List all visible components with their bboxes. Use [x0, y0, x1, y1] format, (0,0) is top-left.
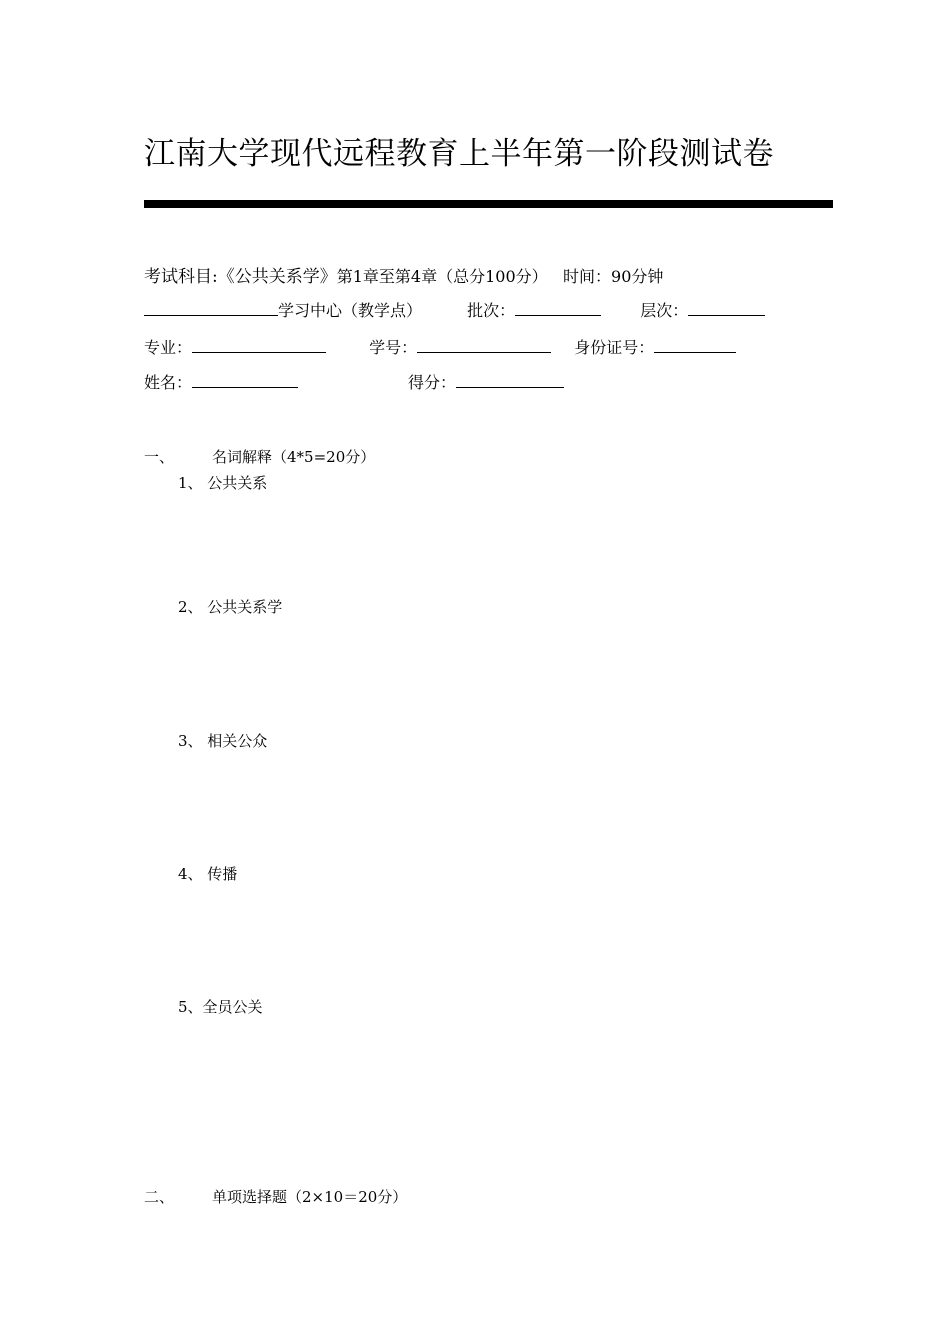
- section-2-title: 单项选择题（2×10＝20分）: [212, 1188, 408, 1206]
- major-label: 专业：: [144, 338, 193, 357]
- name-field[interactable]: [192, 371, 298, 388]
- subject-label: 考试科目:: [144, 267, 218, 287]
- center-line: [144, 298, 765, 321]
- level-field[interactable]: [688, 299, 765, 316]
- name-label: 姓名：: [144, 373, 193, 392]
- subject-line: [144, 262, 663, 287]
- batch-label: 批次：: [467, 301, 516, 320]
- batch-field[interactable]: [515, 299, 601, 316]
- question-item: 3、 相关公众: [178, 732, 268, 750]
- page-title: 江南大学现代远程教育上半年第一阶段测试卷: [144, 136, 774, 172]
- subject-name: 《公共关系学》: [217, 267, 337, 287]
- question-item: 5、全员公关: [178, 998, 263, 1016]
- major-field[interactable]: [192, 336, 326, 353]
- id-card-label: 身份证号：: [574, 338, 655, 357]
- exam-time: 时间：90分钟: [563, 267, 664, 286]
- name-line: [144, 370, 298, 393]
- study-center-field[interactable]: [144, 299, 278, 316]
- section-1-number: 一、: [144, 448, 175, 466]
- id-card-field[interactable]: [654, 336, 736, 353]
- level-label: 层次：: [640, 301, 689, 320]
- score-field[interactable]: [456, 371, 564, 388]
- question-item: 4、 传播: [178, 865, 238, 883]
- question-item: 2、 公共关系学: [178, 598, 283, 616]
- section-1-title: 名词解释（4*5=20分）: [212, 448, 376, 466]
- student-id-field[interactable]: [417, 336, 551, 353]
- student-id-label: 学号：: [369, 338, 418, 357]
- question-item: 1、 公共关系: [178, 474, 268, 492]
- score-line: [408, 370, 564, 393]
- title-divider: [144, 200, 833, 208]
- major-line: [144, 335, 736, 358]
- study-center-label: 学习中心（教学点）: [278, 301, 423, 320]
- subject-scope: 第1章至第4章（总分100分）: [336, 267, 548, 286]
- score-label: 得分：: [408, 373, 457, 392]
- section-2-number: 二、: [144, 1188, 175, 1206]
